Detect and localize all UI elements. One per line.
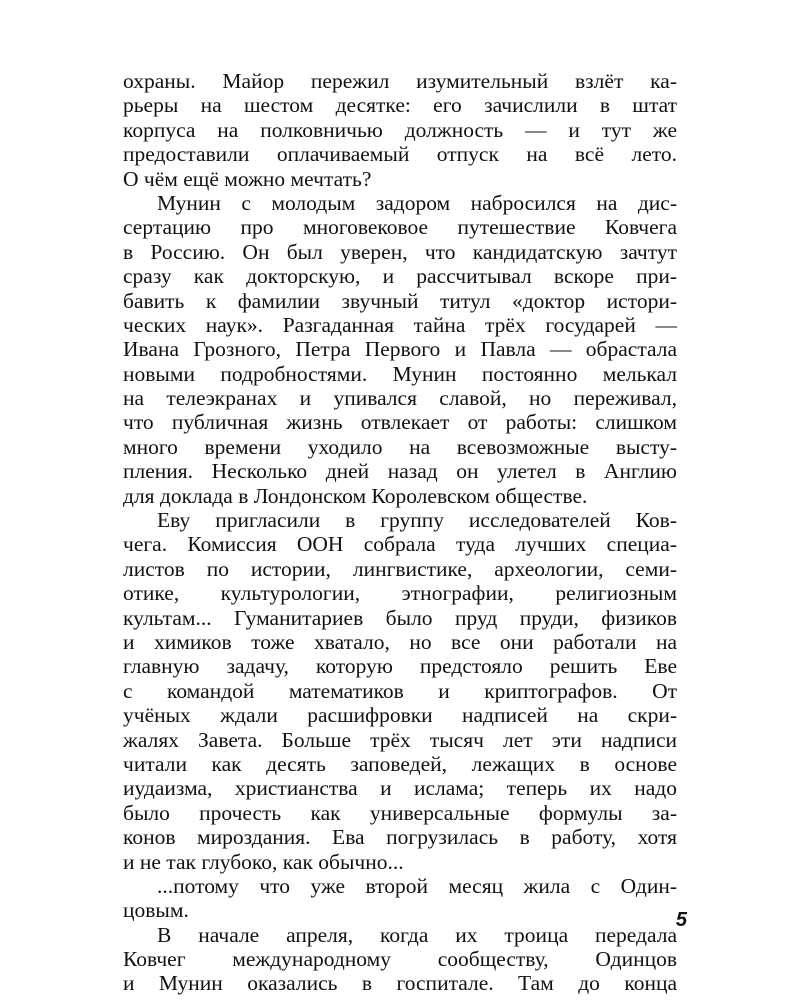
text-line: много времени уходило на всевозможные высту- — [123, 434, 677, 459]
text-line: листов по истории, лингвистике, археологии, семи- — [123, 556, 677, 581]
text-line: для доклада в Лондонском Королевском обществе. — [123, 483, 588, 508]
text-line: конов мироздания. Ева погрузилась в работу, хотя — [123, 825, 677, 850]
text-line: новыми подробностями. Мунин постоянно мелькал — [123, 361, 677, 386]
text-line: корпуса на полковничью должность — и тут же — [123, 117, 677, 142]
text-line: сертацию про многовековое путешествие Ковчега — [123, 215, 677, 240]
text-line: читали как десять заповедей, лежащих в основе — [123, 751, 677, 776]
text-line: цовым. — [123, 898, 189, 923]
text-line: ...потому что уже второй месяц жила с Один- — [157, 873, 677, 898]
text-line: и не так глубоко, как обычно... — [123, 849, 404, 874]
text-line: культам... Гуманитариев было пруд пруди, физиков — [123, 605, 677, 630]
text-line: что публичная жизнь отвлекает от работы: слишком — [123, 410, 677, 435]
text-line: предоставили оплачиваемый отпуск на всё лето. — [123, 142, 677, 167]
text-line: жалях Завета. Больше трёх тысяч лет эти надписи — [123, 727, 677, 752]
text-line: Мунин с молодым задором набросился на дис- — [157, 190, 677, 215]
text-line: отике, культурологии, этнографии, религиозным — [123, 581, 677, 606]
text-line: бавить к фамилии звучный титул «доктор истори- — [123, 288, 677, 313]
text-line: было прочесть как универсальные формулы за- — [123, 800, 677, 825]
text-line: ческих наук». Разгаданная тайна трёх государей — — [123, 312, 677, 337]
text-line: и химиков тоже хватало, но все они работали на — [123, 629, 677, 654]
text-line: чега. Комиссия ООН собрала туда лучших специа- — [123, 532, 677, 557]
text-line: охраны. Майор пережил изумительный взлёт ка- — [123, 69, 677, 93]
text-line: главную задачу, которую предстояло решить Еве — [123, 654, 677, 679]
text-line: иудаизма, христианства и ислама; теперь их надо — [123, 776, 677, 801]
text-line: с командой математиков и криптографов. От — [123, 678, 677, 703]
text-line: сразу как докторскую, и рассчитывал вскоре при- — [123, 264, 677, 289]
text-line: на телеэкранах и упивался славой, но переживал, — [123, 386, 677, 411]
text-line: Ковчег международному сообществу, Одинцов — [123, 947, 677, 972]
text-line: В начале апреля, когда их троица передала — [157, 922, 677, 947]
text-line: О чём ещё можно мечтать? — [123, 166, 372, 191]
text-line: Еву пригласили в группу исследователей Ков- — [157, 508, 677, 533]
text-line: рьеры на шестом десятке: его зачислили в штат — [123, 93, 677, 118]
text-line: Ивана Грозного, Петра Первого и Павла — обрастала — [123, 337, 677, 362]
page-number: 5 — [675, 909, 687, 931]
body-text — [123, 69, 677, 996]
text-line: в Россию. Он был уверен, что кандидатскую зачтут — [123, 239, 677, 264]
text-line: учёных ждали расшифровки надписей на скри- — [123, 703, 677, 728]
text-line: и Мунин оказались в госпитале. Там до конца — [123, 971, 677, 996]
text-line: пления. Несколько дней назад он улетел в Англию — [123, 459, 677, 484]
